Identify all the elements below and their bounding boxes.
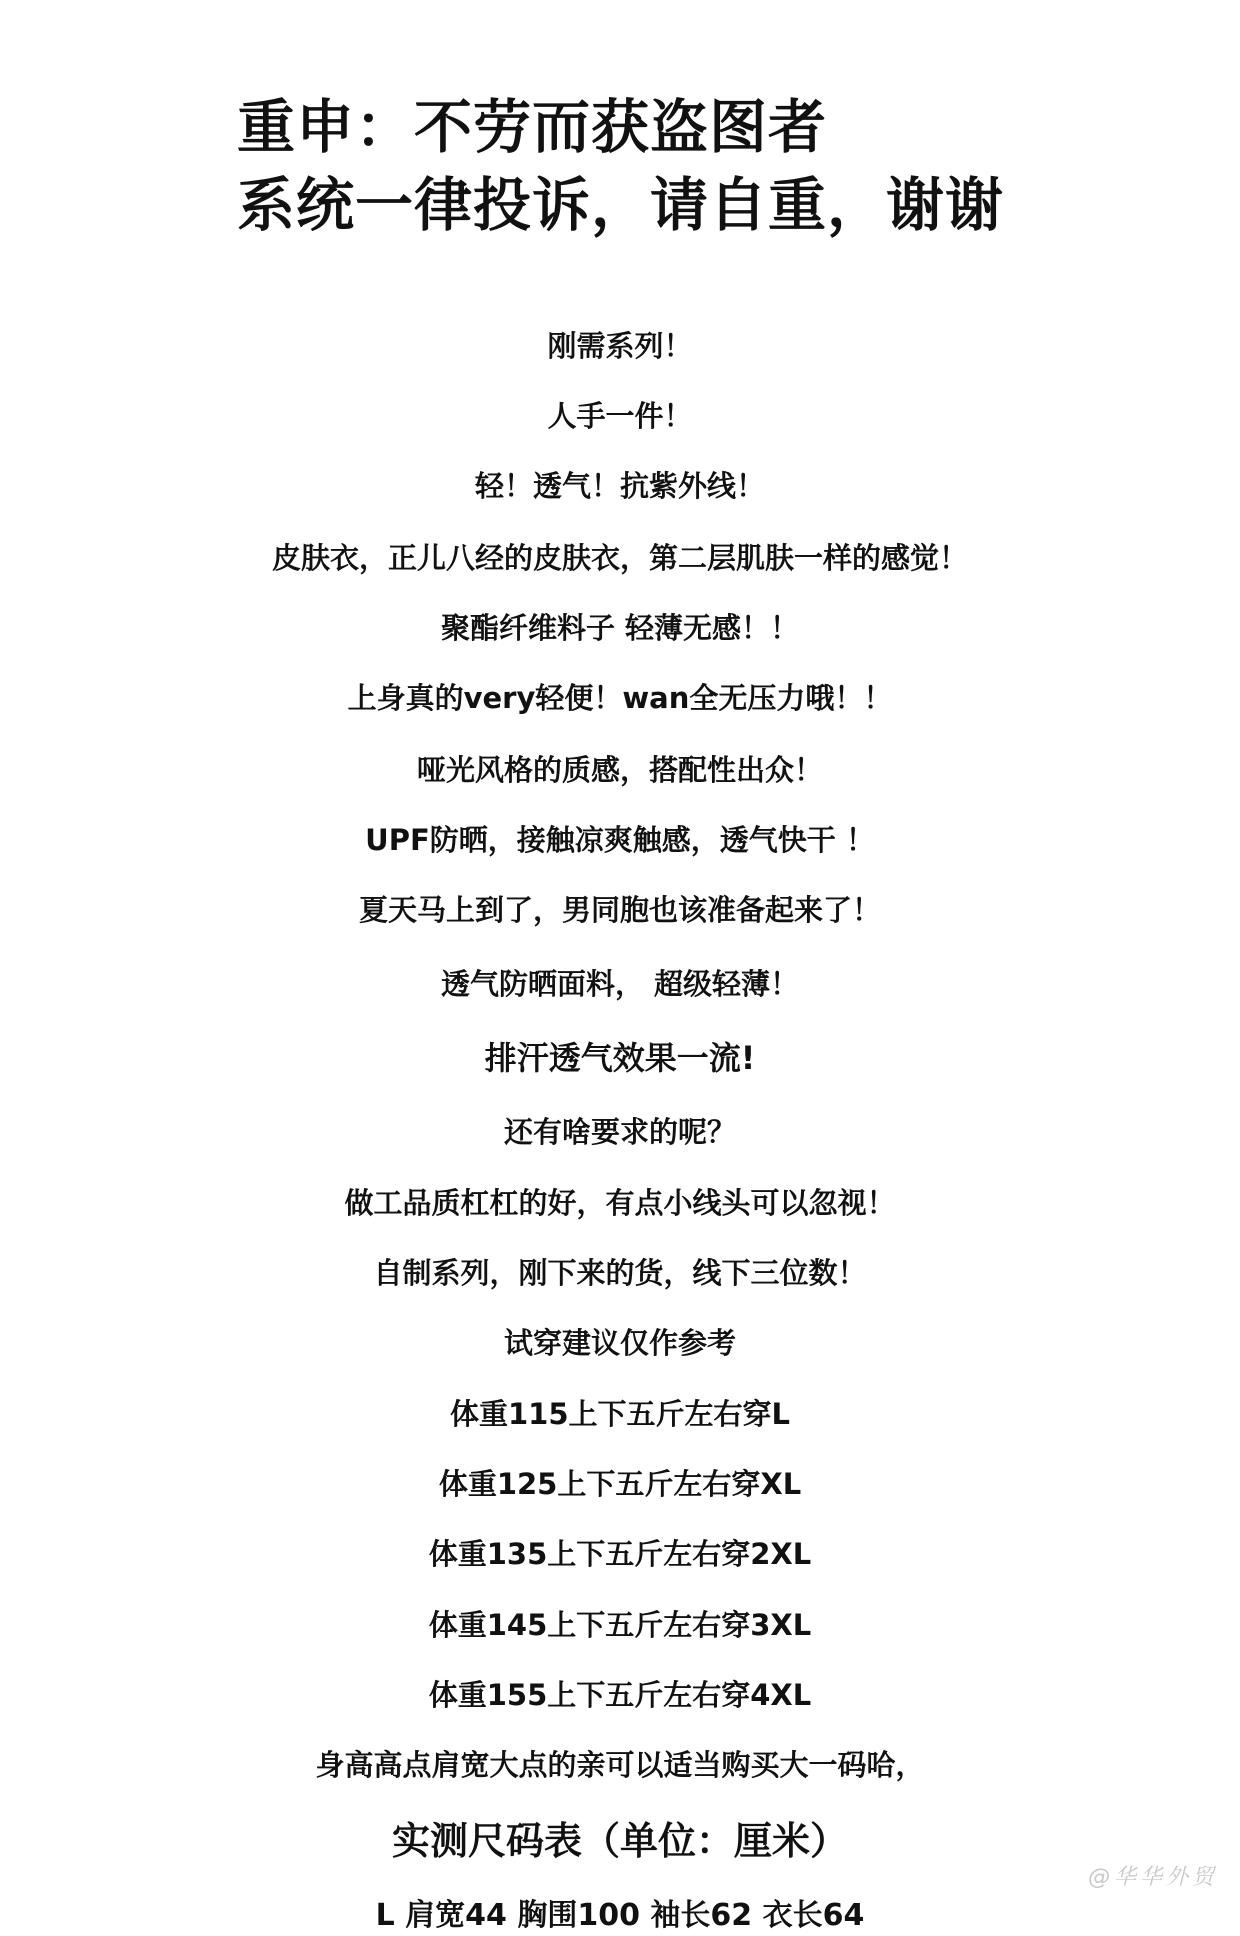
desc-line: 上身真的very轻便！wan全无压力哦！！: [347, 681, 893, 715]
desc-line: 皮肤衣，正儿八经的皮肤衣，第二层肌肤一样的感觉！: [271, 541, 968, 575]
desc-line: 试穿建议仅作参考: [503, 1326, 736, 1360]
desc-line: 刚需系列！: [547, 329, 693, 363]
size-table-title: 实测尺码表（单位：厘米）: [391, 1819, 848, 1863]
desc-line: UPF防晒，接触凉爽触感，透气快干 ！: [365, 823, 875, 857]
desc-line: 透气防晒面料， 超级轻薄！: [440, 967, 800, 1001]
notice-line-1: 重申：不劳而获盗图者: [237, 93, 828, 161]
desc-line: 自制系列，刚下来的货，线下三位数！: [373, 1256, 867, 1290]
desc-line: 体重115上下五斤左右穿L: [449, 1397, 790, 1431]
desc-line: 体重135上下五斤左右穿2XL: [428, 1537, 812, 1571]
desc-line: 体重125上下五斤左右穿XL: [438, 1467, 802, 1501]
desc-line: 排汗透气效果一流!: [484, 1039, 756, 1077]
size-table-row: L 肩宽44 胸围100 袖长62 衣长64: [375, 1898, 865, 1933]
copyright-notice: [237, 88, 1037, 244]
desc-line: 做工品质杠杠的好，有点小线头可以忽视！: [344, 1186, 896, 1220]
desc-line: 体重145上下五斤左右穿3XL: [428, 1608, 812, 1642]
desc-line: 聚酯纤维料子 轻薄无感！！: [440, 611, 800, 645]
watermark: @华华外贸: [1087, 1865, 1218, 1890]
desc-line: 人手一件！: [547, 399, 693, 433]
desc-line: 体重155上下五斤左右穿4XL: [428, 1678, 812, 1712]
notice-line-2: 系统一律投诉，请自重，谢谢: [237, 171, 1005, 239]
desc-line: 夏天马上到了，男同胞也该准备起来了！: [358, 893, 881, 927]
desc-line: 轻！透气！抗紫外线！: [474, 469, 765, 503]
desc-line: 哑光风格的质感，搭配性出众！: [416, 753, 823, 787]
desc-line: 还有啥要求的呢？: [503, 1115, 736, 1149]
desc-line: 身高高点肩宽大点的亲可以适当购买大一码哈，: [315, 1748, 925, 1782]
